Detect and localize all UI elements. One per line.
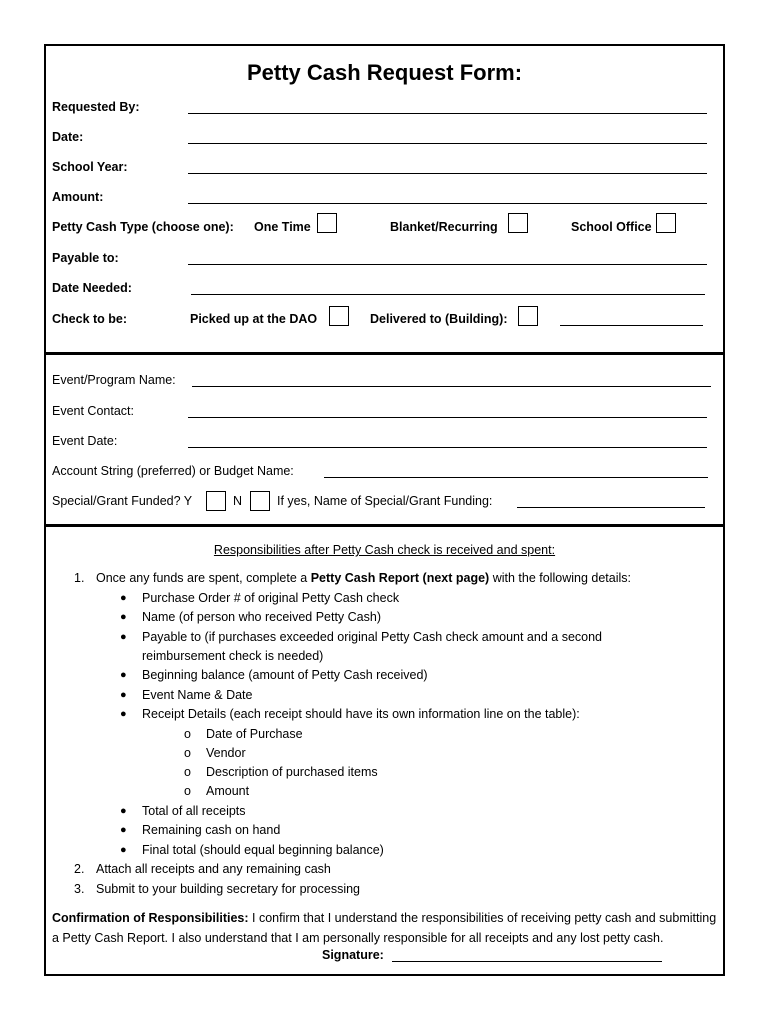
- payable-to-field[interactable]: [188, 264, 707, 265]
- account-string-label: Account String (preferred) or Budget Name:: [52, 464, 294, 478]
- check-to-be-label: Check to be:: [52, 312, 128, 326]
- requested-by-field[interactable]: [188, 113, 707, 114]
- bullet-icon: ●: [120, 669, 127, 681]
- delivered-to-checkbox[interactable]: [518, 306, 538, 326]
- item-number: 3.: [74, 882, 85, 896]
- bullet-icon: ●: [120, 844, 127, 856]
- section-divider-2: [46, 524, 723, 527]
- date-field[interactable]: [188, 143, 707, 144]
- date-needed-field[interactable]: [191, 294, 705, 295]
- blanket-recurring-checkbox[interactable]: [508, 213, 528, 233]
- one-time-checkbox[interactable]: [317, 213, 337, 233]
- confirmation-heading: Confirmation of Responsibilities:: [52, 911, 249, 925]
- petty-cash-type-label: Petty Cash Type (choose one):: [52, 220, 234, 234]
- list-item: Name (of person who received Petty Cash): [142, 610, 381, 624]
- form-title: Petty Cash Request Form:: [246, 60, 523, 85]
- event-contact-label: Event Contact:: [52, 404, 134, 418]
- delivered-to-label: Delivered to (Building):: [370, 312, 508, 326]
- special-grant-label: Special/Grant Funded? Y: [52, 494, 193, 508]
- item-1: [96, 571, 631, 585]
- sub-bullet-icon: o: [184, 746, 191, 760]
- school-office-checkbox[interactable]: [656, 213, 676, 233]
- requested-by-label: Requested By:: [52, 100, 140, 114]
- bullet-icon: ●: [120, 611, 127, 623]
- bullet-icon: ●: [120, 689, 127, 701]
- confirmation-paragraph: [52, 909, 717, 948]
- amount-field[interactable]: [188, 203, 707, 204]
- payable-to-label: Payable to:: [52, 251, 119, 265]
- grant-no-checkbox[interactable]: [250, 491, 270, 511]
- grant-name-field[interactable]: [517, 507, 705, 508]
- section-divider-1: [46, 352, 723, 355]
- list-item: Total of all receipts: [142, 804, 246, 818]
- form-frame: [44, 44, 725, 976]
- list-item: Receipt Details (each receipt should have its own information line on the table):: [142, 707, 580, 721]
- item-3: Submit to your building secretary for processing: [96, 882, 361, 896]
- sub-bullet-icon: o: [184, 784, 191, 798]
- event-program-name-field[interactable]: [192, 386, 711, 387]
- date-label: Date:: [52, 130, 84, 144]
- bullet-icon: ●: [120, 708, 127, 720]
- sub-list-item: Description of purchased items: [206, 765, 378, 779]
- item-1-post: with the following details:: [489, 571, 631, 585]
- grant-no-label: N: [233, 494, 243, 508]
- amount-label: Amount:: [52, 190, 104, 204]
- petty-cash-report-ref: Petty Cash Report (next page): [310, 571, 490, 585]
- bullet-icon: ●: [120, 592, 127, 604]
- sub-list-item: Date of Purchase: [206, 727, 303, 741]
- signature-field[interactable]: [392, 961, 662, 962]
- list-item: Purchase Order # of original Petty Cash check: [142, 591, 400, 605]
- list-item: Beginning balance (amount of Petty Cash received): [142, 668, 428, 682]
- account-string-field[interactable]: [324, 477, 708, 478]
- list-item: Event Name & Date: [142, 688, 253, 702]
- school-year-field[interactable]: [188, 173, 707, 174]
- item-number: 1.: [74, 571, 85, 585]
- list-item: Payable to (if purchases exceeded original Petty Cash check amount and a second: [142, 630, 602, 644]
- sub-bullet-icon: o: [184, 727, 191, 741]
- list-item: reimbursement check is needed): [142, 649, 324, 663]
- picked-up-checkbox[interactable]: [329, 306, 349, 326]
- confirmation-text: I confirm that I understand the responsibilities of receiving petty cash and submitting a Petty Cash Report. I also understand that I am personally responsible for all receipts and any lost petty cash.: [52, 911, 717, 945]
- list-item: Remaining cash on hand: [142, 823, 281, 837]
- sub-list-item: Amount: [206, 784, 250, 798]
- grant-yes-checkbox[interactable]: [206, 491, 226, 511]
- date-needed-label: Date Needed:: [52, 281, 132, 295]
- responsibilities-heading: Responsibilities after Petty Cash check is received and spent:: [213, 543, 556, 557]
- delivered-building-field[interactable]: [560, 325, 703, 326]
- event-date-field[interactable]: [188, 447, 707, 448]
- blanket-recurring-label: Blanket/Recurring: [390, 220, 498, 234]
- item-number: 2.: [74, 862, 85, 876]
- list-item: Final total (should equal beginning balance): [142, 843, 384, 857]
- school-year-label: School Year:: [52, 160, 128, 174]
- bullet-icon: ●: [120, 805, 127, 817]
- bullet-icon: ●: [120, 631, 127, 643]
- event-program-name-label: Event/Program Name:: [52, 373, 176, 387]
- item-1-pre: Once any funds are spent, complete a: [96, 571, 311, 585]
- grant-name-label: If yes, Name of Special/Grant Funding:: [277, 494, 493, 508]
- event-date-label: Event Date:: [52, 434, 118, 448]
- one-time-label: One Time: [254, 220, 311, 234]
- bullet-icon: ●: [120, 824, 127, 836]
- item-2: Attach all receipts and any remaining cash: [96, 862, 331, 876]
- signature-label: Signature:: [322, 948, 384, 962]
- event-contact-field[interactable]: [188, 417, 707, 418]
- sub-list-item: Vendor: [206, 746, 246, 760]
- sub-bullet-icon: o: [184, 765, 191, 779]
- school-office-label: School Office: [571, 220, 652, 234]
- picked-up-label: Picked up at the DAO: [190, 312, 318, 326]
